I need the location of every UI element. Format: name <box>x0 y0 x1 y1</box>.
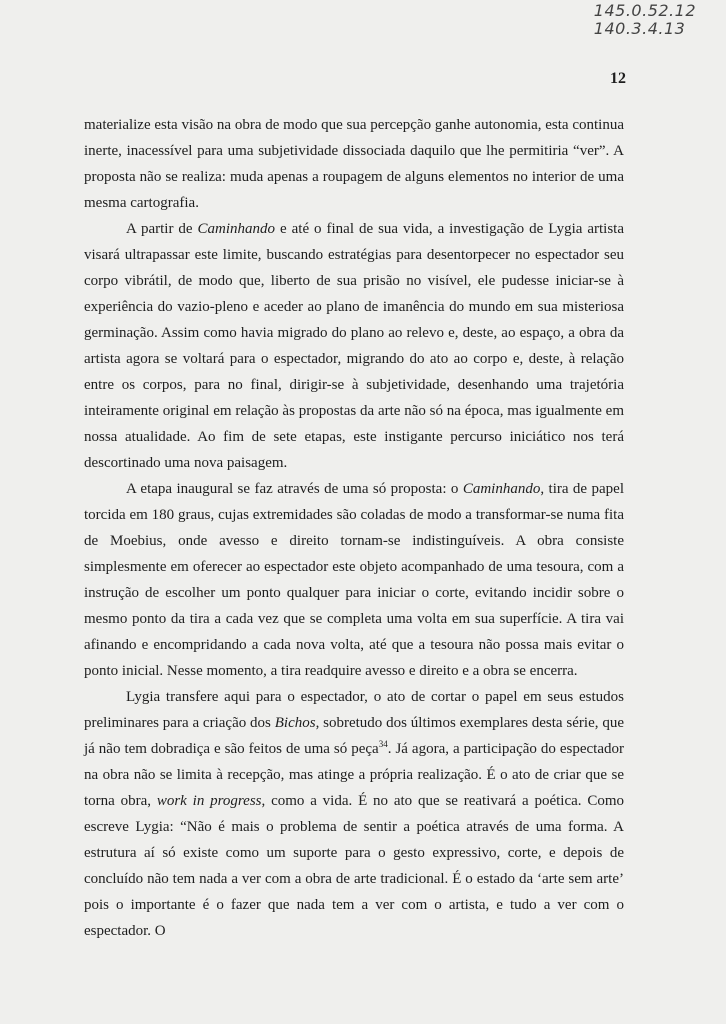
italic-text: Bichos <box>274 715 316 731</box>
page-number: 12 <box>610 70 626 87</box>
text-run: Lygia transfere aqui para o espectador, o ato de cortar o papel em seus estudos preliminares para a criação dos <box>84 689 624 731</box>
text-run: A etapa inaugural se faz através de uma só proposta: o <box>126 481 463 497</box>
body-text <box>84 112 624 944</box>
text-run: , sobretudo dos últimos exemplares desta série, que já não tem dobradiça e são feitos de uma só peça <box>84 715 624 757</box>
italic-text: Caminhando <box>462 481 541 497</box>
text-run: materialize esta visão na obra de modo que sua percepção ganhe autonomia, esta continua inerte, inacessível para uma subjetividade dissociada daquilo que lhe permitiria “ver”. A proposta não se realiza: muda apenas a roupagem de alguns elementos no interior de uma mesma cartografia. <box>84 117 624 211</box>
paragraph <box>84 216 624 476</box>
italic-text: Caminhando <box>197 221 276 237</box>
text-run: . Já agora, a participação do espectador na obra não se limita à recepção, mas atinge a própria realização. É o ato de criar que se torna obra, <box>84 741 624 809</box>
italic-text: work in progress <box>156 793 262 809</box>
text-run: , como a vida. É no ato que se reativará a poética. Como escreve Lygia: “Não é mais o problema de sentir a poética através de uma forma. A estrutura aí só existe como um suporte para o gesto expressivo, corte, e depois de concluído não tem nada a ver com a obra de arte tradicional. É o estado da ‘arte sem arte’ pois o importante é o fazer que nada tem a ver com o artista, e tudo a ver com o espectador. O <box>84 793 625 939</box>
archive-code-2: 140.3.4.13 <box>593 19 686 38</box>
paragraph <box>84 684 624 944</box>
archive-codes <box>594 2 696 38</box>
paragraph <box>84 476 624 684</box>
text-run: e até o final de sua vida, a investigação de Lygia artista visará ultrapassar este limite, buscando estratégias para desentorpecer no espectador seu corpo vibrátil, de modo que, liberto de sua prisão no visível, ele pudesse iniciar-se à experiência do vazio-pleno e aceder ao plano de imanência do mundo em sua misteriosa germinação. Assim como havia migrado do plano ao relevo e, deste, ao espaço, a obra da artista agora se voltará para o espectador, migrando do ato ao corpo e, deste, à relação entre os corpos, para no final, dirigir-se à subjetividade, desenhando uma trajetória inteiramente original em relação às propostas da arte não só na época, mas igualmente em nossa atualidade. Ao fim de sete etapas, este instigante percurso iniciático nos terá descortinado uma nova paisagem. <box>84 221 624 471</box>
paragraph <box>84 112 624 216</box>
text-run: , tira de papel torcida em 180 graus, cujas extremidades são coladas de modo a transformar-se numa fita de Moebius, onde avesso e direito tornam-se indistinguíveis. A obra consiste simplesmente em oferecer ao espectador este objeto acompanhado de uma tesoura, com a instrução de escolher um ponto qualquer para iniciar o corte, evitando incidir sobre o mesmo ponto da tira a cada vez que se completa uma volta em sua superfície. A tira vai afinando e encompridando a cada nova volta, até que a tesoura não possa mais evitar o ponto inicial. Nesse momento, a tira readquire avesso e direito e a obra se encerra. <box>84 481 624 679</box>
footnote-ref: 34 <box>378 739 388 749</box>
text-run: A partir de <box>126 221 198 237</box>
archive-code-1: 145.0.52.12 <box>593 1 696 20</box>
